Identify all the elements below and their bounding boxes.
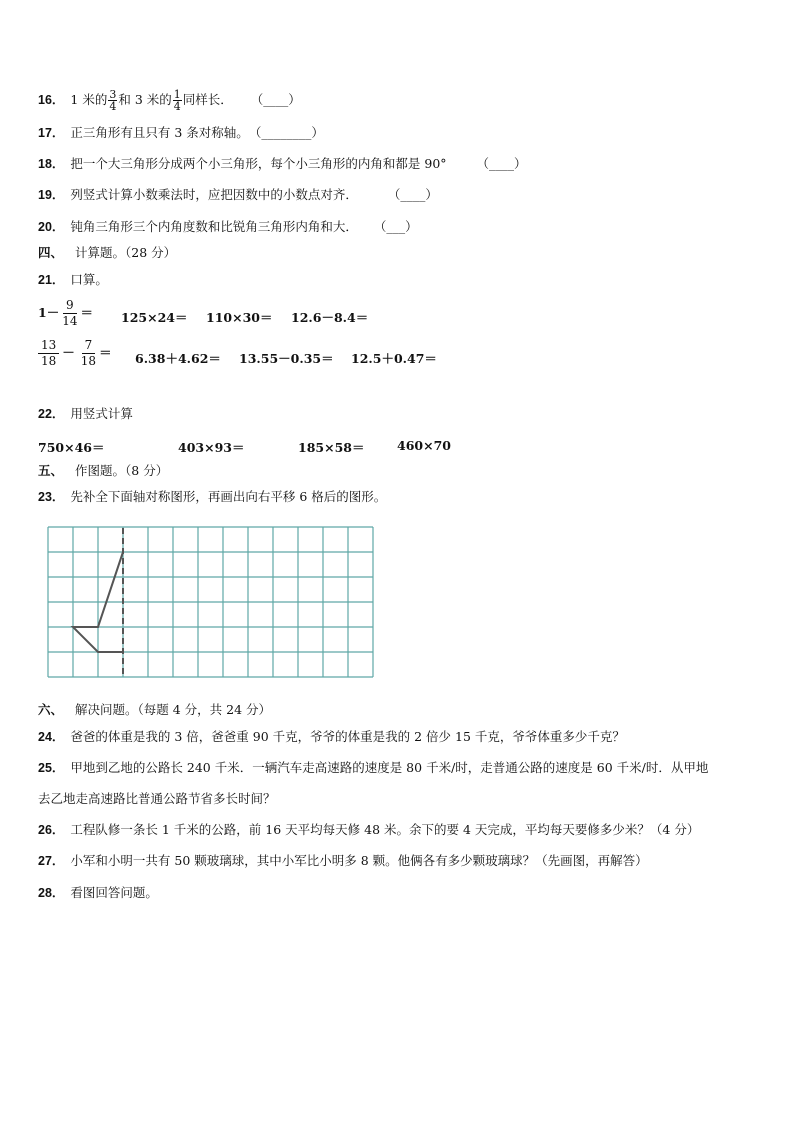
question-number: 27． <box>38 854 65 868</box>
question-number: 28． <box>38 886 65 900</box>
fraction <box>38 338 59 369</box>
denominator: 18 <box>80 354 97 368</box>
question-number: 17． <box>38 126 65 140</box>
question-16 <box>38 89 301 112</box>
question-text: 和 3 米的 <box>118 92 172 107</box>
question-number: 21． <box>38 273 65 287</box>
question-24 <box>38 729 625 745</box>
oral-item-2: 125×24＝ <box>121 310 188 325</box>
question-number: 20． <box>38 220 65 234</box>
section-number: 五、 <box>38 464 64 478</box>
question-17 <box>38 125 324 141</box>
question-21 <box>38 272 108 288</box>
section-heading-4 <box>38 245 176 261</box>
question-20 <box>38 219 418 235</box>
section-title: 作图题。（8 分） <box>75 463 169 478</box>
answer-blank[interactable]: （____） <box>250 92 301 107</box>
oral-item-8: 12.5＋0.47＝ <box>351 351 437 366</box>
section-number: 六、 <box>38 703 64 717</box>
question-text: 用竖式计算 <box>70 406 133 421</box>
fraction <box>78 338 99 369</box>
numerator: 3 <box>109 88 117 101</box>
expression-part: ＝ <box>80 305 93 320</box>
fraction <box>173 89 182 112</box>
vertical-calc-2: 403×93＝ <box>178 440 245 455</box>
question-number: 22． <box>38 407 65 421</box>
expression-part: 1－ <box>38 305 60 320</box>
fraction <box>108 89 117 112</box>
question-text: 把一个大三角形分成两个小三角形，每个小三角形的内角和都是 90° <box>70 156 447 171</box>
answer-blank[interactable]: （____） <box>476 156 527 171</box>
question-number: 26． <box>38 823 65 837</box>
question-number: 24． <box>38 730 65 744</box>
question-number: 25． <box>38 761 65 775</box>
question-25 <box>38 760 708 776</box>
vertical-calc-3: 185×58＝ <box>298 440 365 455</box>
question-25-continued <box>38 791 276 807</box>
question-number: 16． <box>38 93 65 107</box>
section-heading-5 <box>38 463 168 479</box>
denominator: 18 <box>41 354 57 368</box>
question-number: 18． <box>38 157 65 171</box>
question-19 <box>38 187 438 203</box>
question-22 <box>38 406 133 422</box>
vertical-calc-1: 750×46＝ <box>38 440 105 455</box>
fraction <box>59 298 80 329</box>
numerator: 7 <box>82 338 96 354</box>
question-text: 先补全下面轴对称图形，再画出向右平移 6 格后的图形。 <box>70 489 387 504</box>
question-text: 小军和小明一共有 50 颗玻璃球，其中小军比小明多 8 颗。他俩各有多少颗玻璃球？（先画图，再解答） <box>70 853 648 868</box>
question-text: 看图回答问题。 <box>70 885 158 900</box>
question-text: 口算。 <box>70 272 108 287</box>
oral-item-5 <box>38 338 112 369</box>
numerator: 13 <box>38 338 59 354</box>
oral-item-3: 110×30＝ <box>206 310 273 325</box>
answer-blank[interactable]: （____） <box>387 187 438 202</box>
expression-part: ＝ <box>99 345 112 360</box>
question-text: 爸爸的体重是我的 3 倍，爸爸重 90 千克，爷爷的体重是我的 2 倍少 15 千克，爷爷体重多少千克？ <box>70 729 625 744</box>
question-text: 正三角形有且只有 3 条对称轴。 <box>70 125 249 140</box>
question-text: 列竖式计算小数乘法时，应把因数中的小数点对齐． <box>70 187 358 202</box>
denominator: 4 <box>173 100 181 113</box>
question-number: 23． <box>38 490 65 504</box>
question-18 <box>38 156 527 172</box>
oral-item-4: 12.6－8.4＝ <box>291 310 369 325</box>
question-text: 钝角三角形三个内角度数和比锐角三角形内角和大． <box>70 219 358 234</box>
oral-item-7: 13.55－0.35＝ <box>239 351 334 366</box>
section-title: 解决问题。（每题 4 分，共 24 分） <box>75 702 272 717</box>
numerator: 1 <box>173 88 181 101</box>
question-27 <box>38 853 648 869</box>
question-26 <box>38 822 699 838</box>
question-text: 工程队修一条长 1 千米的公路，前 16 天平均每天修 48 米。余下的要 4 天完成，平均每天要修多少米？（4 分） <box>70 822 700 837</box>
drawing-grid[interactable] <box>46 525 376 687</box>
question-28 <box>38 885 158 901</box>
question-text: 同样长． <box>182 92 233 107</box>
denominator: 14 <box>62 314 78 328</box>
oral-item-6: 6.38＋4.62＝ <box>135 351 221 366</box>
section-heading-6 <box>38 702 271 718</box>
section-title: 计算题。（28 分） <box>75 245 177 260</box>
question-23 <box>38 489 386 505</box>
question-text: 1 米的 <box>70 92 108 107</box>
denominator: 4 <box>109 100 117 113</box>
expression-part: － <box>62 345 75 360</box>
question-text: 甲地到乙地的公路长 240 千米．一辆汽车走高速路的速度是 80 千米/时，走普通公路的速度是 60 千米/时．从甲地 <box>70 760 709 775</box>
grid-figure[interactable] <box>46 525 376 683</box>
numerator: 9 <box>63 298 77 314</box>
oral-item-1 <box>38 298 93 329</box>
section-number: 四、 <box>38 246 64 260</box>
answer-blank[interactable]: （________） <box>248 125 324 140</box>
question-text: 去乙地走高速路比普通公路节省多长时间？ <box>38 791 276 806</box>
vertical-calc-4: 460×70 <box>397 438 451 453</box>
answer-blank[interactable]: （___） <box>373 219 418 234</box>
question-number: 19． <box>38 188 65 202</box>
